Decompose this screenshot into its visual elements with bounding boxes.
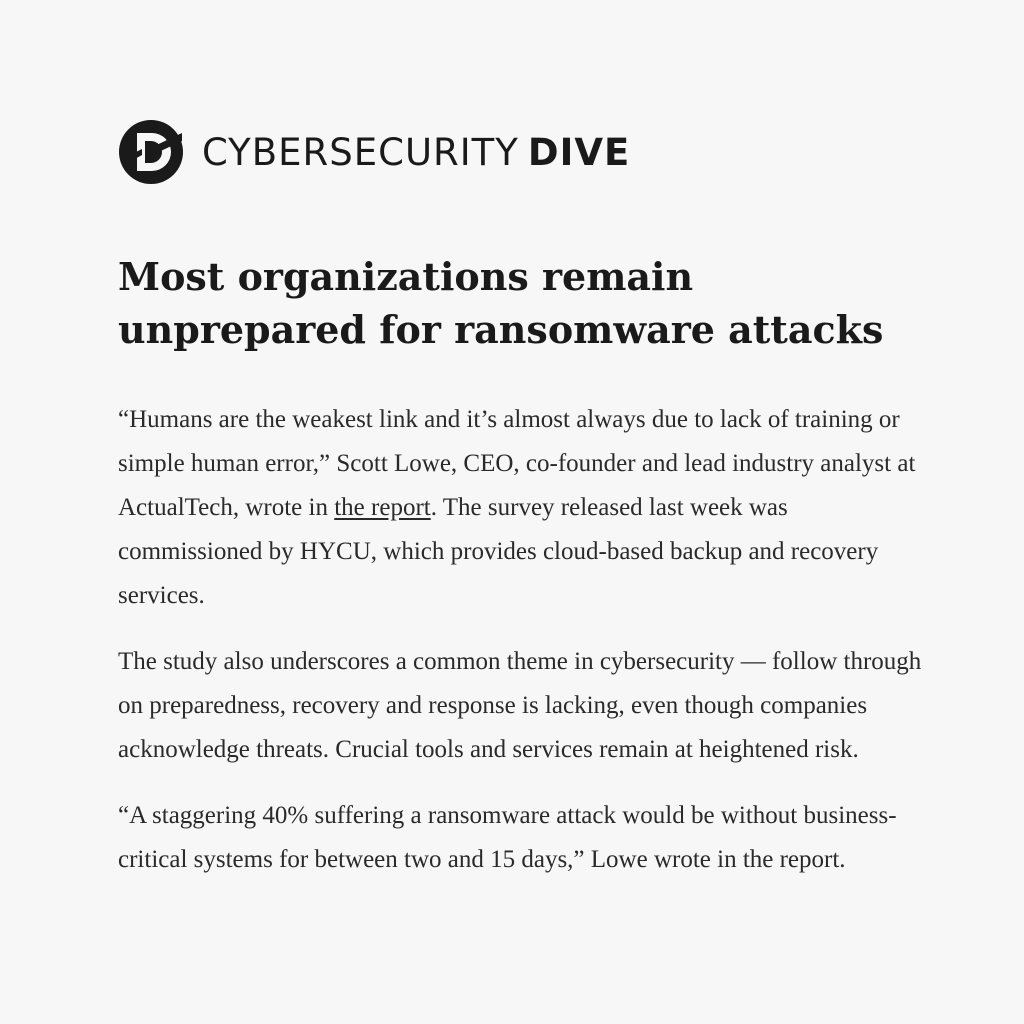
paragraph-2: The study also underscores a common theme in cybersecurity — follow through on preparedness, recovery and response is lacking, even though companies acknowledge threats. Crucial tools and services remain at heightened risk. [118,648,922,763]
brand-name-light: CYBERSECURITY [202,130,519,174]
brand-name-bold: DIVE [527,130,631,174]
paragraph-1-text-before: “Humans are the weakest link and it’s almost always due to lack of training or simple human error,” Scott Lowe, CEO, co-founder and lead industry analyst at ActualTech, wrote in [118,406,916,521]
article-headline: Most organizations remain unprepared for ransomware attacks [118,254,884,352]
paragraph-1-text-after: . The survey released last week was commissioned by HYCU, which provides cloud-based backup and recovery services. [118,494,879,609]
paragraph-1 [118,398,938,618]
dive-logo-icon [118,119,184,185]
brand-header [118,119,630,185]
report-link[interactable]: the report [334,494,431,521]
paragraph-3: “A staggering 40% suffering a ransomware attack would be without business-critical systems for between two and 15 days,” Lowe wrote in the report. [118,802,897,873]
article-body [118,398,938,904]
brand-name [202,130,631,174]
